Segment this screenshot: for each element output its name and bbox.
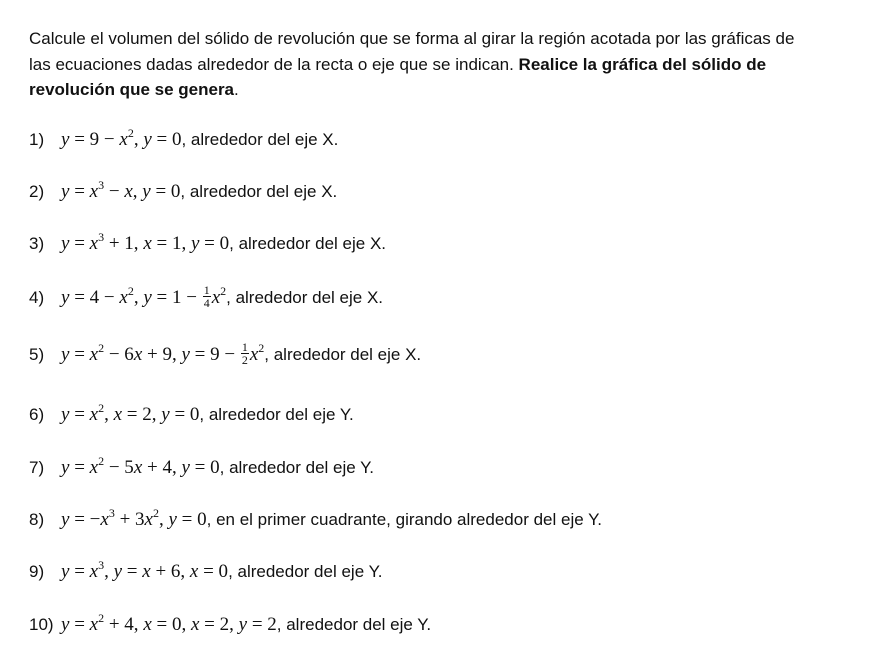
problem-item-6 — [29, 403, 354, 427]
fraction-one-half: $\frac{1}{2}$ — [241, 340, 248, 368]
problem-item-7 — [29, 456, 374, 480]
problem-equation: $y = x^2 - 6x + 9$, y = 9 − $\frac{1}{2}$ $x^2$ — [61, 340, 265, 368]
problem-equation: $y = x^2 + 4$, x = 0, x = 2, y = 2 — [61, 611, 277, 635]
problem-number: 8) — [29, 510, 45, 529]
problem-number: 5) — [29, 345, 45, 364]
problem-description: , alrededor del eje X. — [180, 182, 338, 201]
problem-description: , alrededor del eje X. — [181, 130, 339, 149]
problem-item-9 — [29, 560, 382, 584]
problem-equation: $y = x^3 + 1$, x = 1, y = 0 — [61, 230, 230, 254]
problem-description: , alrededor del eje X. — [226, 288, 384, 307]
instructions-text: las ecuaciones dadas alrededor de la recta o eje que se indican. — [29, 54, 519, 74]
problem-description: , alrededor del eje Y. — [219, 458, 375, 477]
problem-equation: $y = x^3$, y = x + 6, x = 0 — [61, 558, 229, 582]
problem-item-10 — [29, 613, 431, 637]
instructions-line-2 — [29, 52, 892, 78]
problem-equation: $y = x^2 - 5x + 4$, y = 0 — [61, 454, 220, 478]
instructions-line-3 — [29, 77, 892, 103]
problem-item-4 — [29, 283, 384, 311]
problem-description: , alrededor del eje Y. — [228, 562, 383, 581]
problem-item-3 — [29, 232, 386, 256]
problem-description: , alrededor del eje X. — [264, 345, 422, 364]
problem-number: 4) — [29, 288, 45, 307]
instructions-paragraph — [29, 26, 892, 103]
problem-number: 6) — [29, 405, 45, 424]
problem-item-8 — [29, 508, 602, 532]
instructions-line-1: Calcule el volumen del sólido de revolución que se forma al girar la región acotada por las gráficas de — [29, 29, 795, 48]
problem-equation: $y = x^2$, x = 2, y = 0 — [61, 401, 200, 425]
problem-description: , alrededor del eje X. — [229, 234, 387, 253]
problem-number: 10) — [29, 615, 54, 634]
problem-description: , alrededor del eje Y. — [199, 405, 354, 424]
problem-item-2 — [29, 180, 337, 204]
problem-item-1 — [29, 128, 338, 152]
problem-equation: $y = x^3 - x$, y = 0 — [61, 178, 181, 202]
problem-item-5 — [29, 340, 422, 368]
problem-equation: $y = 4 - x^2$, y = 1 − $\frac{1}{4}$ $x^2$ — [61, 283, 227, 311]
instructions-bold-text: Realice la gráfica del sólido de — [518, 54, 767, 74]
problem-description: , alrededor del eje Y. — [276, 615, 432, 634]
problem-number: 1) — [29, 130, 45, 149]
problem-number: 2) — [29, 182, 45, 201]
problem-description: , en el primer cuadrante, girando alrededor del eje Y. — [206, 510, 602, 529]
fraction-one-quarter: $\frac{1}{4}$ — [203, 283, 210, 311]
problem-number: 9) — [29, 562, 45, 581]
problem-equation: $y = 9 - x^2$, y = 0 — [61, 126, 182, 150]
problem-number: 7) — [29, 458, 45, 477]
instructions-bold-text-end: revolución que se genera — [29, 80, 235, 99]
problem-number: 3) — [29, 234, 45, 253]
problem-equation: $y = -x^3 + 3x^2$, y = 0 — [61, 506, 207, 530]
instructions-period: . — [234, 80, 239, 99]
